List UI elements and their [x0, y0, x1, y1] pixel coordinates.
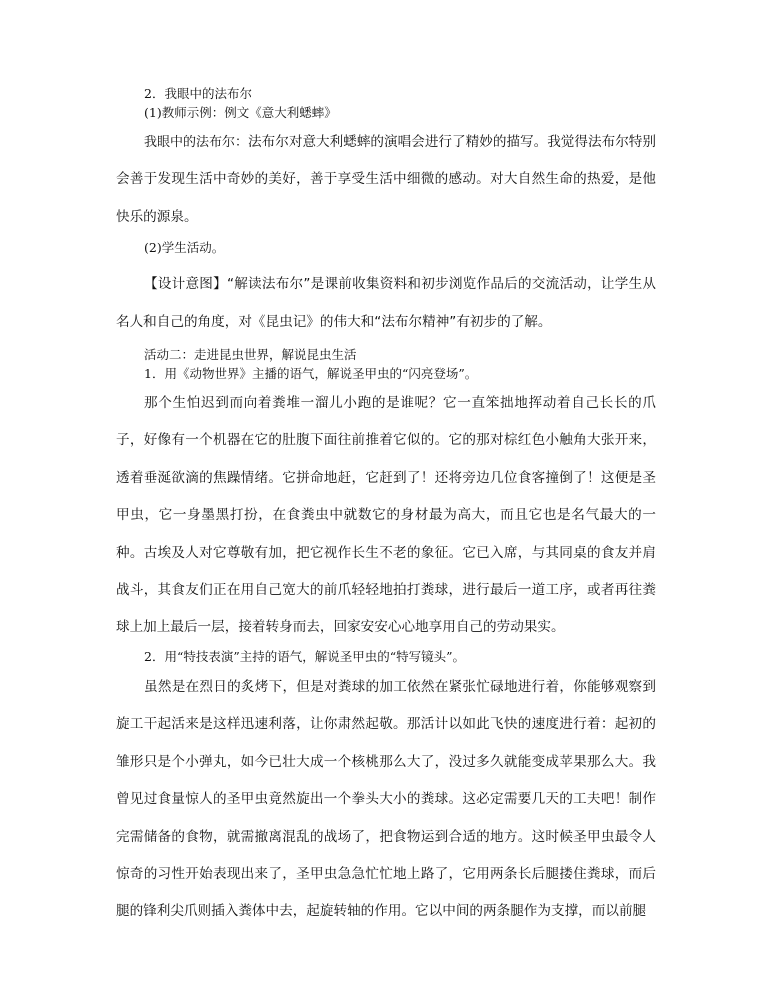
document-page — [116, 84, 656, 931]
item1-body: 那个生怕迟到而向着粪堆一溜儿小跑的是谁呢？它一直笨拙地挥动着自己长长的爪子，好像有一个机器在它的肚腹下面往前推着它似的。它的那对棕红色小触角大张开来，透着垂涎欲滴的焦躁情绪。它拼命地赶，它赶到了！还将旁边几位食客撞倒了！这便是圣甲虫，它一身墨黑打扮，在食粪虫中就数它的身材最为高大，而且它也是名气最大的一种。古埃及人对它尊敬有加，把它视作长生不老的象征。它已入席，与其同桌的食友并肩战斗，其食友们正在用自己宽大的前爪轻轻地拍打粪球，进行最后一道工序，或者再往粪球上加上最后一层，接着转身而去，回家安安心心地享用自己的劳动果实。 — [116, 395, 656, 636]
example-label: (1)教师示例：例文《意大利蟋蟀》 — [144, 105, 337, 120]
example-body: 法布尔对意大利蟋蟀的演唱会进行了精妙的描写。我觉得法布尔特别会善于发现生活中奇妙的美好，善于享受生活中细微的感动。对大自然生命的热爱，是他快乐的源泉。 — [116, 134, 656, 225]
example-lead: 我眼中的法布尔： — [144, 135, 249, 150]
example-paragraph — [116, 124, 656, 236]
design-intent-paragraph — [116, 266, 656, 341]
item2-heading: 2．用“特技表演”主持的语气，解说圣甲虫的“特写镜头”。 — [144, 648, 466, 664]
item1-heading: 1．用《动物世界》主播的语气，解说圣甲虫的“闪亮登场”。 — [144, 366, 478, 382]
design-intent-body: “解读法布尔”是课前收集资料和初步浏览作品后的交流活动，让学生从名人和自己的角度，对《昆虫记》的伟大和“法布尔精神”有初步的了解。 — [116, 276, 656, 330]
item2-body: 虽然是在烈日的炙烤下，但是对粪球的加工依然在紧张忙碌地进行着，你能够观察到旋工干起活来是这样迅速利落，让你肃然起敬。那活计以如此飞快的速度进行着：起初的雏形只是个小弹丸，如今已壮大成一个核桃那么大了，没过多久就能变成苹果那么大。我曾见过食量惊人的圣甲虫竟然旋出一个拳头大小的粪球。这必定需要几天的工夫吧！制作完需储备的食物，就需撤离混乱的战场了，把食物运到合适的地方。这时候圣甲虫最令人惊奇的习性开始表现出来了，圣甲虫急急忙忙地上路了，它用两条长后腿搂住粪球，而后腿的锋利尖爪则插入粪体中去，起旋转轴的作用。它以中间的两条腿作为支撑，而以前腿 — [116, 678, 656, 920]
section-heading: 2．我眼中的法布尔 — [144, 86, 252, 101]
student-activity: (2)学生活动。 — [144, 240, 225, 256]
design-intent-label: 【设计意图】 — [144, 276, 227, 293]
activity-title: 活动二：走进昆虫世界，解说昆虫生活 — [144, 347, 357, 363]
